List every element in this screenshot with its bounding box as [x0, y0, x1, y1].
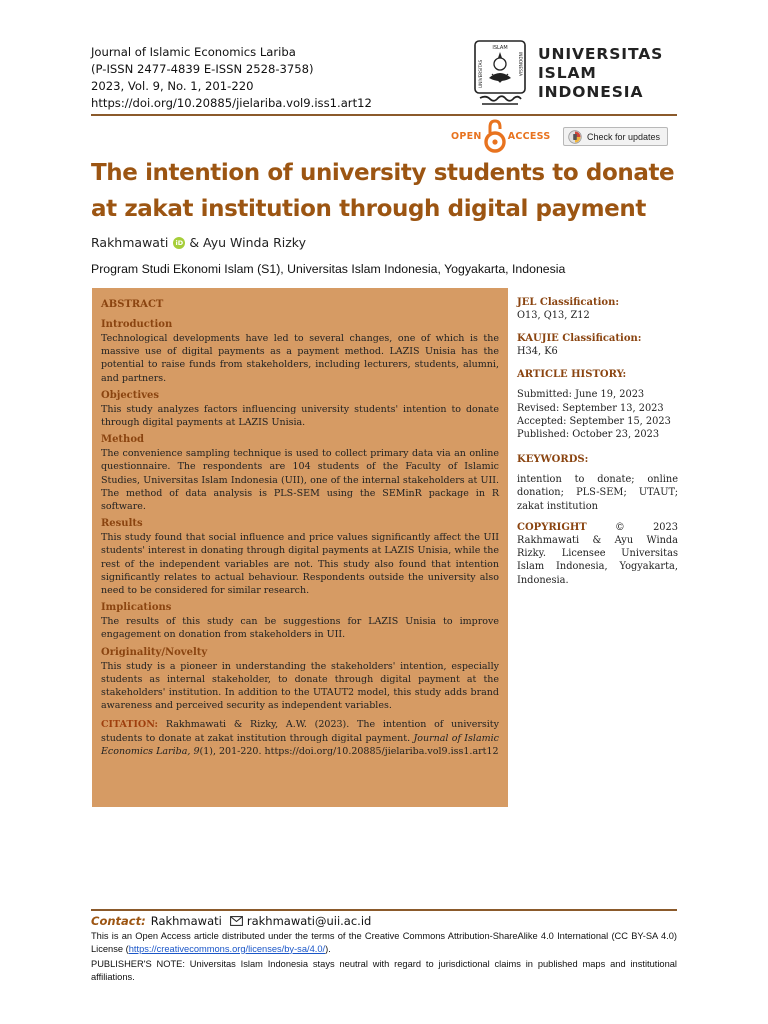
university-name-line2: ISLAM — [538, 64, 597, 82]
abstract-section-heading: Introduction — [101, 319, 173, 330]
jel-value: O13, Q13, Z12 — [517, 310, 590, 321]
copyright-block — [517, 521, 678, 587]
contact-line — [91, 914, 371, 928]
citation-issue-pages: (1), 201-220. — [199, 745, 262, 757]
contact-name: Rakhmawati — [150, 914, 222, 928]
abstract-box — [92, 288, 508, 807]
journal-name: Journal of Islamic Economics Lariba — [91, 45, 296, 59]
journal-issn: (P-ISSN 2477-4839 E-ISSN 2528-3758) — [91, 62, 314, 76]
copyright-text: © 2023 Rakhmawati & Ayu Winda Rizky. Licensee Universitas Islam Indonesia, Yogyakarta, Indonesia. — [517, 521, 678, 586]
abstract-section-text: Technological developments have led to several changes, one of which is the massive use of digital payments as a payment method. LAZIS Unisia has the potential to raise funds from stakeholders, including lecturers, students, alumni, and partners. — [101, 333, 499, 384]
journal-info — [91, 44, 372, 112]
contact-email-link[interactable]: rakhmawati@uii.ac.id — [246, 914, 372, 928]
journal-doi-link[interactable]: https://doi.org/10.20885/jielariba.vol9.iss1.art12 — [91, 96, 372, 110]
abstract-section-heading: Implications — [101, 602, 172, 614]
author-name-rest: & Ayu Winda Rizky — [189, 235, 307, 250]
history-revised: Revised: September 13, 2023 — [517, 402, 664, 414]
university-name-line1: UNIVERSITAS — [538, 45, 664, 63]
abstract-section-text: This study is a pioneer in understanding the stakeholders' intention, especially students as internal stakeholder, to donate through digital payment at the stakeholders' institution. In addition to the UTAUT2 model, this study adds brand awareness and perceived security as independent variables. — [101, 660, 499, 712]
abstract-section-heading: Results — [101, 518, 143, 530]
kaujie-value: H34, K6 — [517, 346, 558, 358]
university-seal-icon — [472, 38, 528, 108]
envelope-icon — [230, 916, 243, 926]
citation-doi-link[interactable]: https://doi.org/10.20885/jielariba.vol9.iss1.art12 — [264, 745, 499, 757]
article-title-line2: at zakat institution through digital payment — [91, 196, 646, 222]
contact-label: Contact: — [91, 914, 146, 928]
abstract-section-text: The convenience sampling technique is used to collect primary data via an online questionnaire. The respondents are 104 students of the Faculty of Islamic Studies, Universitas Islam Indonesia (UII), one of the internal stakeholders at UII. The method of data analysis is PLS-SEM using the SEMinR package in R software. — [101, 448, 499, 513]
abstract-section-heading: Method — [101, 434, 144, 446]
article-title — [91, 155, 691, 227]
citation-text: Rakhmawati & Rizky, A.W. (2023). The intention of university students to donate at zakat institution through digital payment. — [101, 719, 499, 744]
check-for-updates-label: Check for updates — [587, 131, 661, 142]
seal-text-top: ISLAM — [492, 45, 508, 51]
history-accepted: Accepted: September 15, 2023 — [517, 415, 671, 427]
university-logo — [470, 38, 680, 110]
license-url-link[interactable]: https://creativecommons.org/licenses/by-sa/4.0/ — [128, 943, 326, 954]
history-submitted: Submitted: June 19, 2023 — [517, 389, 645, 401]
copyright-label: COPYRIGHT — [517, 521, 587, 533]
jel-label: JEL Classification: — [517, 297, 620, 308]
abstract-heading: ABSTRACT — [101, 299, 164, 310]
citation-journal: Journal of Islamic Economics Lariba, — [101, 732, 499, 757]
abstract-section-heading: Objectives — [101, 389, 159, 401]
keywords-value: intention to donate; online donation; PLS-SEM; UTAUT; zakat institution — [517, 474, 678, 512]
university-name-line3: INDONESIA — [538, 83, 644, 101]
author-name-1: Rakhmawati — [91, 235, 169, 250]
article-sidebar — [517, 296, 678, 587]
header-divider — [91, 114, 677, 116]
abstract-section-text: This study analyzes factors influencing university students' intention to donate through digital payments at LAZIS Unisia. — [101, 403, 499, 429]
open-access-word-open: OPEN — [451, 130, 482, 142]
author-list — [91, 235, 306, 250]
citation-block — [101, 718, 499, 758]
open-access-word-access: ACCESS — [507, 130, 551, 142]
open-access-badge[interactable] — [451, 119, 551, 153]
keywords-label: KEYWORDS: — [517, 454, 589, 466]
university-name — [538, 45, 663, 102]
license-statement — [91, 930, 677, 955]
kaujie-label: KAUJIE Classification: — [517, 333, 642, 345]
crossmark-icon — [568, 130, 582, 144]
citation-label: CITATION: — [101, 719, 159, 731]
seal-text-right: INDONESIA — [517, 52, 522, 77]
abstract-section-text: This study found that social influence and price values significantly affect the UII students' interest in donating through digital payments at LAZIS Unisia, while the rest of the independent variables are not. This study also found that intention significantly relates to actual behaviour. Respondents outside the university also need to be considered for similar research. — [101, 532, 499, 597]
publisher-note: PUBLISHER'S NOTE: Universitas Islam Indonesia stays neutral with regard to jurisdictional claims in published maps and institutional affiliations. — [91, 959, 677, 982]
footer-divider — [91, 909, 677, 911]
open-lock-icon — [484, 119, 506, 153]
abstract-section-heading: Originality/Novelty — [101, 646, 208, 658]
orcid-icon[interactable]: iD — [173, 237, 185, 249]
author-affiliation: Program Studi Ekonomi Islam (S1), Universitas Islam Indonesia, Yogyakarta, Indonesia — [91, 262, 566, 276]
license-text: This is an Open Access article distributed under the terms of the Creative Commons Attribution-ShareAlike 4.0 International (CC BY-SA 4.0) License ( — [91, 931, 677, 954]
journal-volume: 2023, Vol. 9, No. 1, 201-220 — [91, 79, 254, 93]
history-published: Published: October 23, 2023 — [517, 429, 660, 441]
citation-volume: 9 — [193, 745, 200, 757]
article-title-line1: The intention of university students to donate — [91, 160, 675, 186]
article-history-label: ARTICLE HISTORY: — [517, 369, 627, 381]
seal-text-left: UNIVERSITAS — [479, 59, 484, 88]
license-end: ). — [325, 943, 331, 954]
check-for-updates-button[interactable] — [563, 127, 668, 146]
abstract-section-text: The results of this study can be suggestions for LAZIS Unisia to improve engagement on donation from stakeholders in UII. — [101, 616, 499, 641]
